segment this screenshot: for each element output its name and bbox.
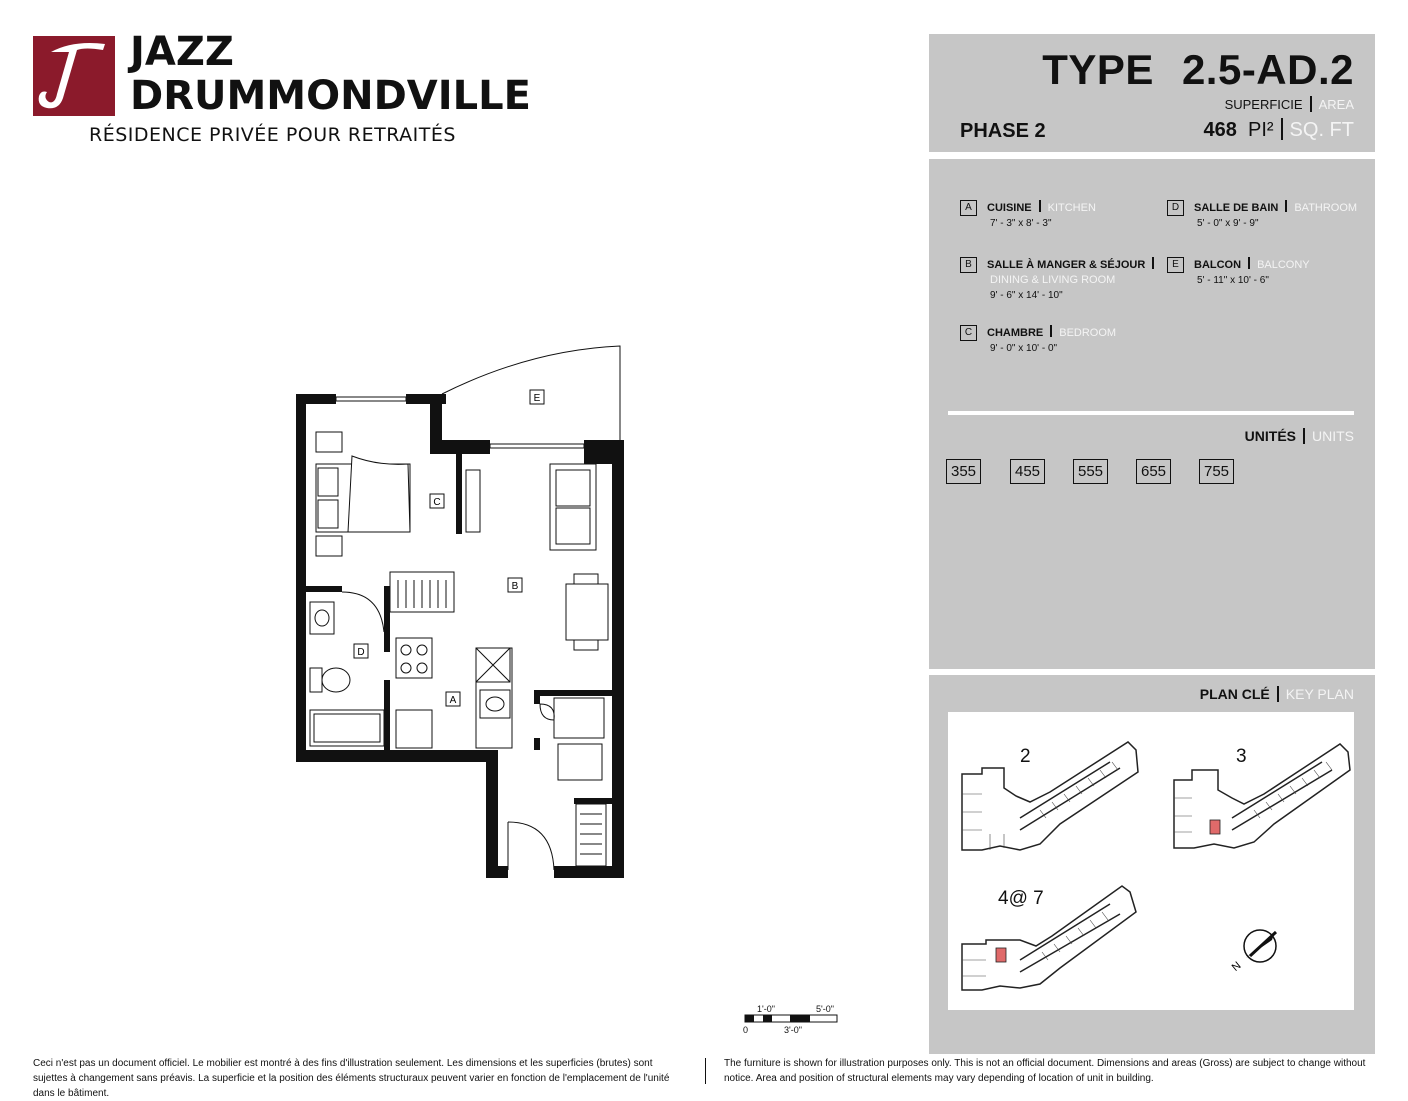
room-dims: 5' - 11" x 10' - 6" xyxy=(1197,275,1269,286)
room-letter: E xyxy=(1167,257,1184,273)
plan-label-c: C xyxy=(433,497,441,508)
room-dining-living xyxy=(960,257,1161,303)
unit-badge: 455 xyxy=(1010,459,1045,484)
room-dims: 9' - 6" x 14' - 10" xyxy=(990,290,1063,301)
floor-4-7-plan xyxy=(960,880,1150,1010)
room-letter: B xyxy=(960,257,977,273)
disclaimer-fr: Ceci n'est pas un document officiel. Le mobilier est montré à des fins d'illustration seulement. Les dimensions et les superficies (brutes) sont sujettes à changement sans préavis. La superficie et la position des éléments structuraux peuvent varier en fonction de l'emplacement de l'unité dans le bâtiment. xyxy=(33,1058,670,1099)
area-value: 468 xyxy=(1203,119,1237,141)
area-label-en: AREA xyxy=(1318,97,1354,112)
compass-letter: N xyxy=(1229,959,1244,974)
disclaimer-en: The furniture is shown for illustration purposes only. This is not an official document. Dimensions and areas (Gross) are subject to change without notice. Area and position of structural elements may vary depending of location of unit in building. xyxy=(724,1058,1366,1084)
room-letter: D xyxy=(1167,200,1184,216)
room-letter: C xyxy=(960,325,977,341)
room-letter: A xyxy=(960,200,977,216)
unit-badge: 655 xyxy=(1136,459,1171,484)
section-divider xyxy=(948,411,1354,415)
area-unit-fr: PI² xyxy=(1247,119,1274,141)
key-plan-label-en: KEY PLAN xyxy=(1285,686,1354,702)
plan-label-b: B xyxy=(511,581,519,592)
unit-badge: 555 xyxy=(1073,459,1108,484)
room-name-en: BALCONY xyxy=(1257,259,1310,271)
plan-label-a: A xyxy=(449,695,457,706)
room-name-fr: CHAMBRE xyxy=(987,327,1044,339)
room-name-fr: SALLE DE BAIN xyxy=(1194,202,1279,214)
area-heading xyxy=(1225,96,1354,112)
scale-bar xyxy=(744,1013,840,1025)
plan-label-e: E xyxy=(533,393,541,404)
floor-label: 3 xyxy=(1236,746,1247,767)
area-label-fr: SUPERFICIE xyxy=(1224,97,1303,112)
scale-label: 3'-0" xyxy=(784,1025,802,1035)
wall xyxy=(296,394,306,762)
plan-label-d: D xyxy=(357,647,365,658)
scale-label: 0 xyxy=(743,1025,749,1035)
room-name-en: BATHROOM xyxy=(1294,202,1358,214)
room-dims: 7' - 3" x 8' - 3" xyxy=(990,218,1052,229)
room-bathroom xyxy=(1167,200,1357,231)
room-name-en: KITCHEN xyxy=(1047,202,1096,214)
type-label: TYPE xyxy=(1042,46,1154,93)
footer-divider xyxy=(705,1058,706,1084)
units-label-fr: UNITÉS xyxy=(1244,428,1296,444)
brand-tagline: RÉSIDENCE PRIVÉE POUR RETRAITÉS xyxy=(89,124,456,146)
floor-label: 2 xyxy=(1020,746,1031,767)
unit-type-title xyxy=(1042,46,1354,94)
room-name-en: DINING & LIVING ROOM xyxy=(990,274,1116,286)
floor-plan xyxy=(290,340,640,885)
scale-label: 5'-0" xyxy=(816,1004,834,1014)
logo-mark xyxy=(33,36,115,116)
type-code: 2.5-AD.2 xyxy=(1181,46,1354,93)
area-value-row xyxy=(1203,118,1354,142)
unit-badge: 355 xyxy=(946,459,981,484)
units-heading xyxy=(1245,428,1354,444)
units-label-en: UNITS xyxy=(1312,428,1354,444)
unit-badge: 755 xyxy=(1199,459,1234,484)
key-plan-label-fr: PLAN CLÉ xyxy=(1199,686,1270,702)
floor-label: 4@ 7 xyxy=(998,888,1044,909)
compass-icon xyxy=(1224,918,1294,978)
logo-j-icon xyxy=(33,36,115,116)
room-bedroom xyxy=(960,325,1116,356)
room-dims: 9' - 0" x 10' - 0" xyxy=(990,343,1058,354)
phase-label: PHASE 2 xyxy=(960,120,1046,142)
room-name-fr: CUISINE xyxy=(987,202,1032,214)
room-dims: 5' - 0" x 9' - 9" xyxy=(1197,218,1259,229)
room-kitchen xyxy=(960,200,1096,231)
scale-label: 1'-0" xyxy=(757,1004,775,1014)
room-balcony xyxy=(1167,257,1310,288)
brand-name-line1: JAZZ xyxy=(130,29,234,75)
key-plan-heading xyxy=(1200,686,1354,702)
room-name-fr: BALCON xyxy=(1194,259,1242,271)
room-name-en: BEDROOM xyxy=(1059,327,1117,339)
brand-name-line2: DRUMMONDVILLE xyxy=(130,73,531,119)
key-plan-area xyxy=(948,712,1354,1010)
floor-2-plan xyxy=(960,738,1150,878)
room-name-fr: SALLE À MANGER & SÉJOUR xyxy=(987,259,1146,271)
floor-3-plan xyxy=(1172,738,1362,878)
area-unit-en: SQ. FT xyxy=(1289,119,1354,141)
